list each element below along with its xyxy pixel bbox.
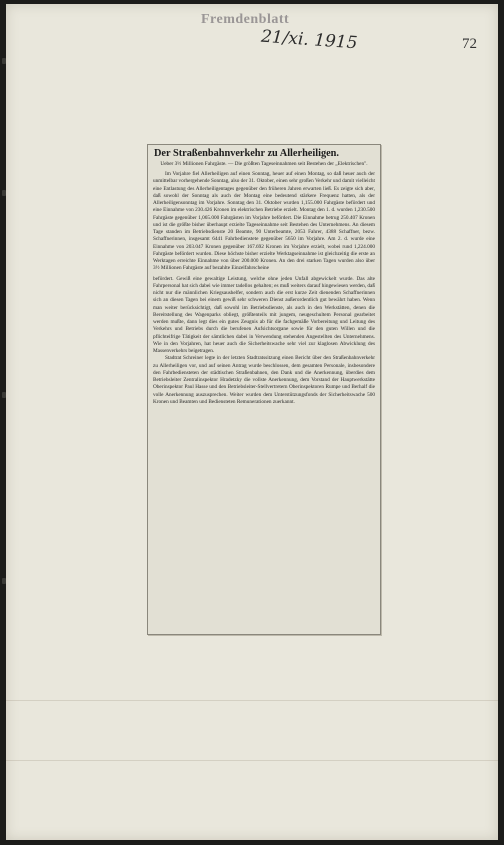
archive-page <box>6 4 498 840</box>
handwritten-date: 21/xi. 1915 <box>260 26 359 54</box>
paper-fold <box>6 760 498 761</box>
article-paragraph: Im Vorjahre fiel Allerheiligen auf einen Sonntag, heuer auf einen Montag, so daß heuer auch der unmittelbar vorhergehende Sonntag, also der 31. Oktober, einen sehr großen Verkehr und damit vielleicht eine Entlastung des Allerheiligentages gegenüber den früheren Jahren erwarten ließ. Es zeigte sich aber, daß sowohl der Sonntag als auch der Montag eine bedeutend stärkere Frequenz hatten, als der Allerheiligensonntag im Vorjahre. Sonntag den 31. Oktober wurden 1,155.000 Fahrgäste befördert und eine Einnahme von 230.426 Kronen im elektrischen Betriebe erzielt. Montag den 1. d. wurden 1,230.500 Fahrgäste gegenüber 1,065.000 Fahrgästen im Vorjahre befördert. Die Einnahme betrug 250.407 Kronen und ist die größte bisher überhaupt erzielte Tageseinnahme seit Bestehen des Unternehmens. An diesem Tage standen im Betriebsdienste 20 Beamte, 90 Unterbeamte, 2053 Fahrer, 4388 Schaffner, bezw. Schaffnerinnen, insgesamt 6441 Fahrbedienstete gegenüber 5650 im Vorjahre. Am 2. d. wurde eine Einnahme von 203.047 Kronen gegenüber 167.692 Kronen im Vorjahre erzielt, wobei rund 1,224.000 Fahrgäste befördert wurden. Diese höchste bisher erzielte Werktagseinnahme ist gleichzeitig die erste an Werktagen erreichte Einnahme von über 200.000 Kronen. An den drei starken Tagen wurden also über 3½ Millionen Fahrgäste auf bezahlte Einzelfahrscheine <box>153 171 375 272</box>
newspaper-clipping <box>147 144 381 635</box>
page-number: 72 <box>462 36 477 52</box>
article-subtitle: Ueber 3½ Millionen Fahrgäste. — Die größten Tageseinnahmen seit Bestehen der „Elektrischen". <box>160 161 368 167</box>
newspaper-stamp: Fremdenblatt <box>201 12 290 27</box>
article-title: Der Straßenbahnverkehr zu Allerheiligen. <box>154 148 339 159</box>
article-paragraph: Stadtrat Schreiner legte in der letzten Stadtratssitzung einen Bericht über den Straßenbahnverkehr zu Allerheiligen vor, und auf seinen Antrag wurde beschlossen, dem gesamten Personale, insbesondere den Fahrbediensteten der städtischen Straßenbahnen, den Dank und die Anerkennung, überdies dem Betriebsleiter Zentralinspektor Hradetzky die vollste Anerkennung, dem Vorstand der Hauptwerkstätte Oberinspektor Paul Hasse und den Betriebsleiter-Stellvertretern Oberinspektoren Rumpe und Berhalf die volle Anerkennung auszusprechen. Weiter wurden dem Unterstützungsfonds der Sicherheitswache 500 Kronen und Beamten und Bediensteten Remunerationen zuerkannt. <box>153 355 375 405</box>
paper-fold <box>6 700 498 701</box>
article-paragraph: befördert. Gewiß eine gewaltige Leistung, welche ohne jeden Unfall abgewickelt wurde. Das alte Fahrpersonal hat sich dabei wie immer tadellos gehalten; es muß weiters darauf hingewiesen werden, daß nicht nur die männlichen Kriegsaushelfer, sondern auch die erst kurze Zeit dienenden Schaffnerinnen sich an diesen Tagen bei einem gewiß sehr schweren Dienst außerordentlich gut bewährt haben. Wenn man weiter berücksichtigt, daß sowohl im Betriebsdienste, als auch in den Werkstätten, denen die Bereitstellung des Wagenparks obliegt, größtenteils mit jungem, neugeschultem Personal gearbeitet werden mußte, dann legt dies ein gutes Zeugnis ab für die fachgemäße Vorbereitung und Leitung des Verkehrs und Betriebs durch die berufenen Aufsichtsorgane sowie für den guten Willen und die pflichteifrige Tätigkeit der sämtlichen dabei in Verwendung stehenden Angestellten des Unternehmens. Wie in den Vorjahren, hat heuer auch die Sicherheitswache sehr viel zur klaglosen Abwicklung des Massenverkehrs beigetragen. <box>153 275 375 354</box>
